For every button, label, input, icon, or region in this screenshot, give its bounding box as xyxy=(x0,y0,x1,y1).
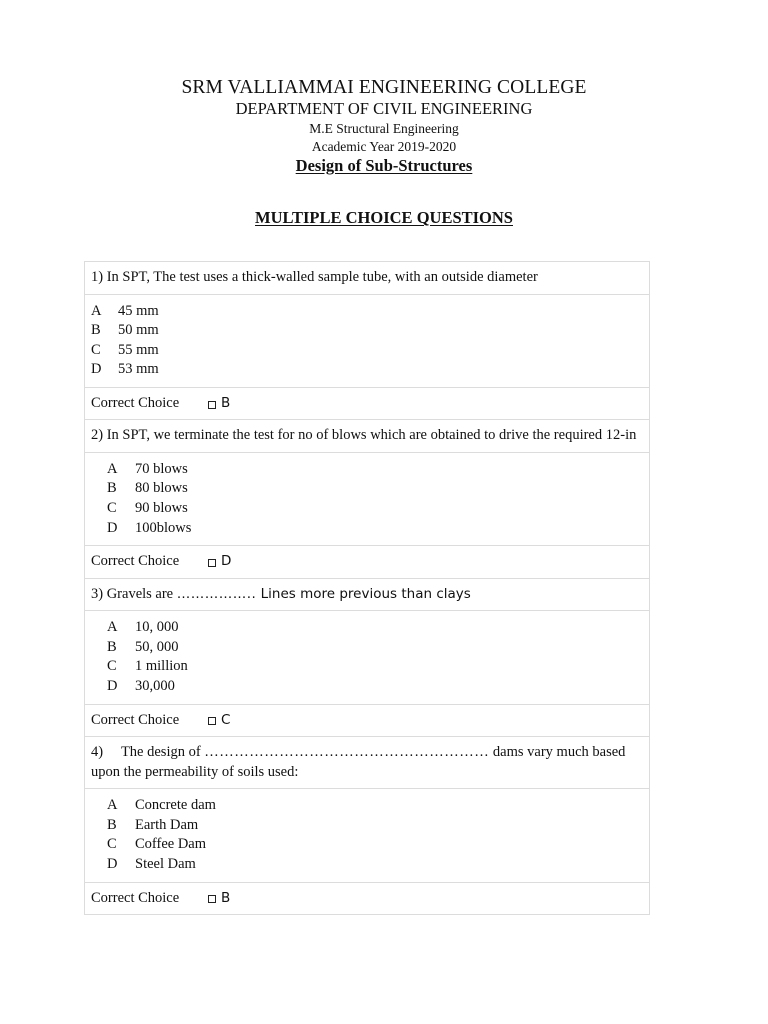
option-4b xyxy=(107,816,643,836)
options-2 xyxy=(85,453,649,546)
option-text: 53 mm xyxy=(118,361,159,378)
options-3 xyxy=(85,611,649,704)
checkbox-icon xyxy=(208,895,216,903)
option-text: 70 blows xyxy=(135,460,188,477)
option-3a xyxy=(107,618,643,638)
question-3 xyxy=(85,579,649,612)
option-letter: C xyxy=(91,341,101,358)
section-title xyxy=(0,207,768,229)
option-letter: A xyxy=(91,302,102,319)
option-text: Earth Dam xyxy=(135,816,199,833)
question-4 xyxy=(85,737,649,789)
option-text: 10, 000 xyxy=(135,619,179,636)
question-1: 1) In SPT, The test uses a thick-walled sample tube, with an outside diameter xyxy=(85,262,649,295)
option-letter: B xyxy=(107,480,117,497)
question-3-prefix: 3) Gravels are xyxy=(91,585,177,602)
correct-answer: B xyxy=(221,394,231,411)
option-letter: B xyxy=(107,638,117,655)
department-name: DEPARTMENT OF CIVIL ENGINEERING xyxy=(235,99,533,118)
question-4-prefix: 4) The design of xyxy=(91,744,205,761)
correct-answer: B xyxy=(221,889,231,906)
option-letter: A xyxy=(107,619,118,636)
option-1a xyxy=(91,302,643,322)
option-letter: A xyxy=(107,797,118,814)
option-2c xyxy=(107,499,643,519)
academic-year: Academic Year 2019-2020 xyxy=(311,139,457,154)
option-text: 55 mm xyxy=(118,341,159,358)
subject-title xyxy=(0,155,768,177)
correct-answer: D xyxy=(221,553,232,570)
option-text: Coffee Dam xyxy=(135,836,206,853)
correct-choice-label: Correct Choice xyxy=(91,889,180,906)
option-3c xyxy=(107,657,643,677)
option-2b xyxy=(107,479,643,499)
correct-choice-label: Correct Choice xyxy=(91,394,180,411)
option-letter: D xyxy=(107,519,118,536)
option-4c xyxy=(107,835,643,855)
option-letter: C xyxy=(107,500,117,517)
correct-choice-4 xyxy=(85,883,649,915)
correct-answer: C xyxy=(221,711,231,728)
option-letter: B xyxy=(91,322,101,339)
option-text: 90 blows xyxy=(135,500,188,517)
option-1d xyxy=(91,360,643,380)
option-3d xyxy=(107,677,643,697)
option-letter: D xyxy=(91,361,102,378)
option-letter: D xyxy=(107,855,118,872)
subject-title-text: Design of Sub-Structures xyxy=(295,156,473,175)
correct-choice-label: Correct Choice xyxy=(91,711,180,728)
correct-choice-1 xyxy=(85,388,649,421)
program-name: M.E Structural Engineering xyxy=(309,121,459,136)
correct-choice-label: Correct Choice xyxy=(91,553,180,570)
correct-choice-2 xyxy=(85,546,649,579)
option-text: 45 mm xyxy=(118,302,159,319)
option-letter: C xyxy=(107,658,117,675)
option-2d xyxy=(107,519,643,539)
option-text: 50, 000 xyxy=(135,638,179,655)
option-2a xyxy=(107,460,643,480)
question-2: 2) In SPT, we terminate the test for no of blows which are obtained to drive the required 12-in xyxy=(85,420,649,453)
option-text: Concrete dam xyxy=(135,797,216,814)
checkbox-icon xyxy=(208,717,216,725)
questions-table xyxy=(84,261,650,915)
question-3-blank: …………….. xyxy=(176,585,257,602)
correct-choice-3 xyxy=(85,705,649,738)
question-4-suffix: dams vary much based upon the permeability of soils used: xyxy=(91,744,626,780)
option-letter: D xyxy=(107,678,118,695)
checkbox-icon xyxy=(208,401,216,409)
options-4 xyxy=(85,789,649,882)
option-text: 50 mm xyxy=(118,322,159,339)
option-letter: A xyxy=(107,460,118,477)
question-3-suffix: Lines more previous than clays xyxy=(256,585,471,602)
option-4a xyxy=(107,796,643,816)
option-3b xyxy=(107,638,643,658)
option-4d xyxy=(107,855,643,875)
option-1b xyxy=(91,321,643,341)
option-letter: C xyxy=(107,836,117,853)
college-name: SRM VALLIAMMAI ENGINEERING COLLEGE xyxy=(181,77,587,98)
option-text: 80 blows xyxy=(135,480,188,497)
options-1 xyxy=(85,295,649,388)
option-letter: B xyxy=(107,816,117,833)
question-4-blank: ………………………………………………… xyxy=(204,744,490,761)
section-title-text: MULTIPLE CHOICE QUESTIONS xyxy=(255,208,513,227)
checkbox-icon xyxy=(208,559,216,567)
option-1c xyxy=(91,341,643,361)
option-text: 100blows xyxy=(135,519,192,536)
option-text: 30,000 xyxy=(135,678,175,695)
option-text: 1 million xyxy=(135,658,188,675)
option-text: Steel Dam xyxy=(135,855,196,872)
